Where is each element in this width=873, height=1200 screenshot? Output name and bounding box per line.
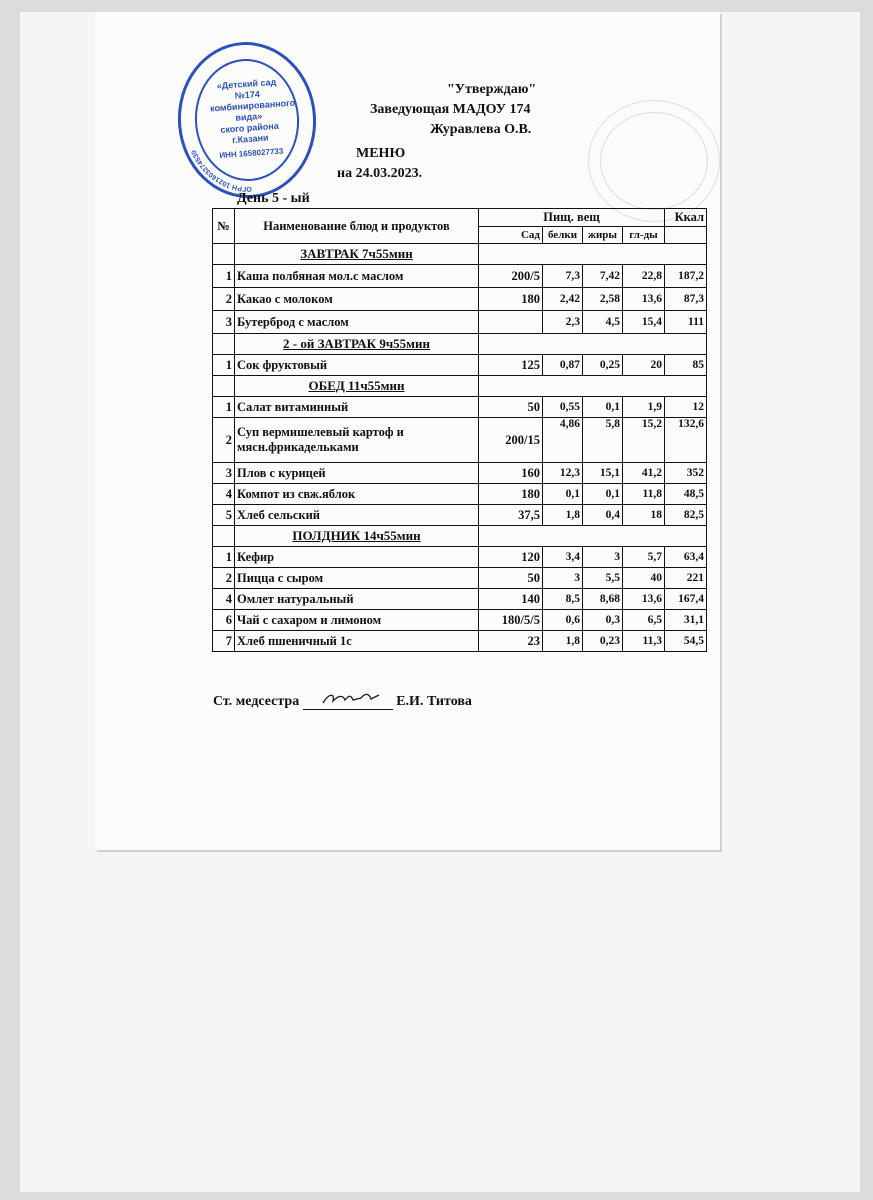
dish-carbs: 1,9	[623, 397, 665, 418]
dish-name: Хлеб сельский	[235, 505, 479, 526]
dish-fats: 0,1	[583, 397, 623, 418]
menu-table	[212, 208, 707, 652]
stamp-center-text	[208, 76, 296, 161]
dish-weight: 200/5	[479, 265, 543, 288]
dish-carbs: 13,6	[623, 589, 665, 610]
faint-stamp-mark-inner	[600, 112, 708, 210]
menu-body	[213, 244, 707, 652]
table-row	[213, 484, 707, 505]
dish-kcal: 132,6	[665, 418, 707, 463]
dish-proteins: 8,5	[543, 589, 583, 610]
menu-title: МЕНЮ	[356, 146, 406, 161]
header-garden: Сад	[479, 226, 543, 244]
dish-proteins: 3	[543, 568, 583, 589]
section-row	[213, 376, 707, 397]
dish-proteins: 3,4	[543, 547, 583, 568]
dish-name: Компот из свж.яблок	[235, 484, 479, 505]
dish-fats: 2,58	[583, 288, 623, 311]
dish-proteins: 1,8	[543, 505, 583, 526]
dish-fats: 5,5	[583, 568, 623, 589]
table-row	[213, 463, 707, 484]
stamp-line2: комбинированного	[209, 97, 296, 114]
dish-weight	[479, 311, 543, 334]
stamp-line3: вида»	[235, 110, 263, 123]
signature-line	[213, 694, 472, 710]
dish-weight: 125	[479, 355, 543, 376]
dish-weight: 50	[479, 568, 543, 589]
section-row	[213, 526, 707, 547]
dish-weight: 180/5/5	[479, 610, 543, 631]
header-name: Наименование блюд и продуктов	[235, 209, 479, 244]
dish-proteins: 0,1	[543, 484, 583, 505]
table-row	[213, 397, 707, 418]
table-row	[213, 610, 707, 631]
dish-number: 4	[213, 589, 235, 610]
dish-proteins: 4,86	[543, 418, 583, 463]
table-row	[213, 311, 707, 334]
dish-name: Хлеб пшеничный 1с	[235, 631, 479, 652]
dish-name: Пицца с сыром	[235, 568, 479, 589]
header-num: №	[213, 209, 235, 244]
dish-name: Чай с сахаром и лимоном	[235, 610, 479, 631]
table-row	[213, 265, 707, 288]
signature-role: Ст. медсестра	[213, 694, 300, 709]
dish-proteins: 12,3	[543, 463, 583, 484]
dish-name: Омлет натуральный	[235, 589, 479, 610]
table-row	[213, 589, 707, 610]
table-row	[213, 568, 707, 589]
section-row	[213, 334, 707, 355]
table-row	[213, 355, 707, 376]
dish-carbs: 20	[623, 355, 665, 376]
dish-weight: 140	[479, 589, 543, 610]
dish-kcal: 31,1	[665, 610, 707, 631]
dish-fats: 0,23	[583, 631, 623, 652]
dish-fats: 0,1	[583, 484, 623, 505]
dish-proteins: 1,8	[543, 631, 583, 652]
dish-carbs: 13,6	[623, 288, 665, 311]
section-title: ЗАВТРАК 7ч55мин	[235, 244, 479, 265]
dish-number: 2	[213, 418, 235, 463]
dish-kcal: 54,5	[665, 631, 707, 652]
section-row	[213, 244, 707, 265]
dish-kcal: 63,4	[665, 547, 707, 568]
dish-fats: 0,3	[583, 610, 623, 631]
dish-carbs: 15,4	[623, 311, 665, 334]
dish-fats: 4,5	[583, 311, 623, 334]
dish-number: 1	[213, 397, 235, 418]
section-title: ПОЛДНИК 14ч55мин	[235, 526, 479, 547]
dish-number: 3	[213, 311, 235, 334]
dish-number: 6	[213, 610, 235, 631]
dish-kcal: 352	[665, 463, 707, 484]
dish-kcal: 85	[665, 355, 707, 376]
dish-number: 2	[213, 568, 235, 589]
dish-kcal: 82,5	[665, 505, 707, 526]
dish-number: 1	[213, 355, 235, 376]
header-proteins: белки	[543, 226, 583, 244]
header-fats: жиры	[583, 226, 623, 244]
dish-name: Кефир	[235, 547, 479, 568]
dish-weight: 50	[479, 397, 543, 418]
dish-weight: 180	[479, 288, 543, 311]
dish-weight: 23	[479, 631, 543, 652]
dish-number: 1	[213, 265, 235, 288]
dish-weight: 37,5	[479, 505, 543, 526]
dish-carbs: 11,8	[623, 484, 665, 505]
dish-name: Сок фруктовый	[235, 355, 479, 376]
dish-carbs: 11,3	[623, 631, 665, 652]
table-row	[213, 631, 707, 652]
dish-proteins: 7,3	[543, 265, 583, 288]
dish-weight: 180	[479, 484, 543, 505]
dish-name: Какао с молоком	[235, 288, 479, 311]
stamp-ogrn: ОГРН 1021603274530	[190, 148, 252, 192]
organization-stamp	[173, 37, 322, 202]
dish-name: Салат витаминный	[235, 397, 479, 418]
header-carbs: гл-ды	[623, 226, 665, 244]
dish-carbs: 6,5	[623, 610, 665, 631]
dish-number: 4	[213, 484, 235, 505]
dish-proteins: 0,87	[543, 355, 583, 376]
dish-carbs: 40	[623, 568, 665, 589]
table-row	[213, 547, 707, 568]
menu-date: на 24.03.2023.	[337, 166, 423, 181]
dish-kcal: 48,5	[665, 484, 707, 505]
dish-name: Каша полбяная мол.с маслом	[235, 265, 479, 288]
dish-fats: 3	[583, 547, 623, 568]
dish-fats: 5,8	[583, 418, 623, 463]
dish-carbs: 41,2	[623, 463, 665, 484]
dish-weight: 160	[479, 463, 543, 484]
dish-number: 3	[213, 463, 235, 484]
handwritten-signature	[321, 689, 381, 709]
dish-proteins: 0,6	[543, 610, 583, 631]
header-kcal: Ккал	[665, 209, 707, 227]
dish-weight: 120	[479, 547, 543, 568]
section-title: ОБЕД 11ч55мин	[235, 376, 479, 397]
table-row	[213, 288, 707, 311]
approval-position: Заведующая МАДОУ 174	[370, 102, 531, 117]
stamp-line4: ского района	[220, 120, 280, 135]
dish-carbs: 22,8	[623, 265, 665, 288]
dish-proteins: 2,42	[543, 288, 583, 311]
dish-kcal: 111	[665, 311, 707, 334]
table-row	[213, 418, 707, 463]
dish-proteins: 2,3	[543, 311, 583, 334]
approval-name: Журавлева О.В.	[430, 122, 532, 137]
dish-number: 1	[213, 547, 235, 568]
table-row	[213, 505, 707, 526]
dish-name: Суп вермишелевый картоф и мясн.фрикадельками	[235, 418, 479, 463]
day-label: День 5 - ый	[237, 191, 310, 206]
stamp-line5: г.Казани	[231, 132, 269, 146]
dish-kcal: 221	[665, 568, 707, 589]
signature-name: Е.И. Титова	[396, 694, 472, 709]
dish-number: 2	[213, 288, 235, 311]
header-row	[213, 209, 707, 227]
dish-number: 7	[213, 631, 235, 652]
dish-fats: 15,1	[583, 463, 623, 484]
dish-fats: 0,25	[583, 355, 623, 376]
dish-kcal: 12	[665, 397, 707, 418]
section-title: 2 - ой ЗАВТРАК 9ч55мин	[235, 334, 479, 355]
dish-carbs: 18	[623, 505, 665, 526]
dish-carbs: 15,2	[623, 418, 665, 463]
dish-fats: 7,42	[583, 265, 623, 288]
dish-proteins: 0,55	[543, 397, 583, 418]
approval-title: "Утверждаю"	[447, 82, 537, 97]
header-nutrients: Пищ. вещ	[479, 209, 665, 227]
dish-kcal: 187,2	[665, 265, 707, 288]
stamp-line1: «Детский сад №174	[216, 76, 277, 101]
stamp-inn: ИНН 1658027733	[219, 146, 284, 161]
dish-kcal: 167,4	[665, 589, 707, 610]
dish-kcal: 87,3	[665, 288, 707, 311]
dish-name: Плов с курицей	[235, 463, 479, 484]
dish-carbs: 5,7	[623, 547, 665, 568]
dish-weight: 200/15	[479, 418, 543, 463]
signature-field	[303, 695, 393, 710]
dish-number: 5	[213, 505, 235, 526]
dish-fats: 0,4	[583, 505, 623, 526]
dish-fats: 8,68	[583, 589, 623, 610]
dish-name: Бутерброд с маслом	[235, 311, 479, 334]
